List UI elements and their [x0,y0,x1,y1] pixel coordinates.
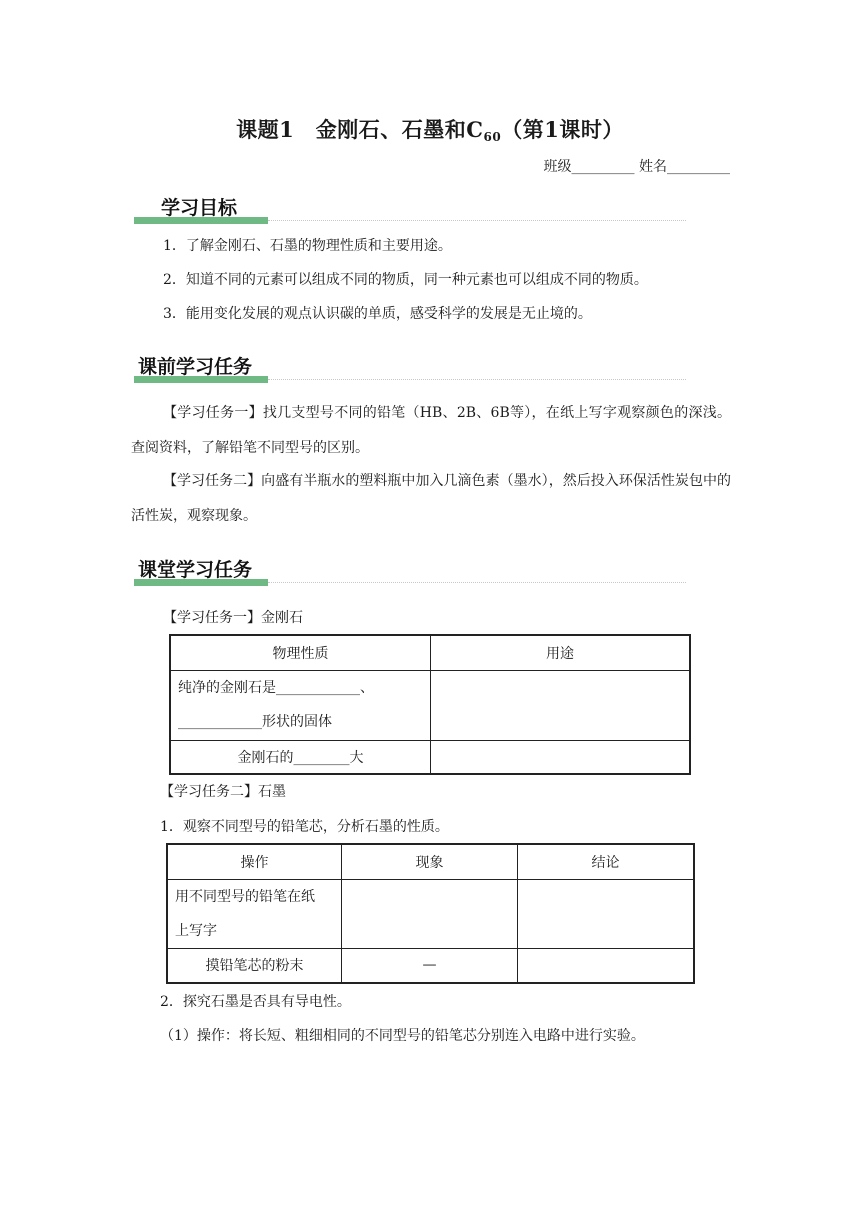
section-heading-inclass [134,558,686,588]
table-cell-empty [342,879,518,948]
table-cell [170,670,431,740]
objective-item: 2．知道不同的元素可以组成不同的物质，同一种元素也可以组成不同的物质。 [163,272,648,288]
table-cell: 金刚石的________大 [170,740,431,774]
objective-item: 3．能用变化发展的观点认识碳的单质，感受科学的发展是无止境的。 [163,306,592,322]
inclass-task-1-label: 【学习任务一】金刚石 [163,610,303,626]
table-cell-empty [431,740,691,774]
preclass-task-1: 【学习任务一】找几支型号不同的铅笔（HB、2B、6B等），在纸上写字观察颜色的深浅。查阅资料，了解铅笔不同型号的区别。 [131,405,731,456]
title-subscript: 60 [483,130,502,144]
section-heading-label: 课前学习任务 [138,356,253,378]
table-cell [167,879,342,948]
table-header-cell: 操作 [167,844,342,879]
objective-item: 1．了解金刚石、石墨的物理性质和主要用途。 [163,238,452,254]
table-header-cell: 物理性质 [170,635,431,670]
graphite-properties-table [166,843,695,984]
title-main: 课题1 金刚石、石墨和C [236,117,484,142]
page-title [0,114,860,144]
graphite-step-1: 1．观察不同型号的铅笔芯，分析石墨的性质。 [160,819,449,835]
section-heading-label: 课堂学习任务 [138,559,253,581]
cell-line: 用不同型号的铅笔在纸 [175,888,315,905]
inclass-task-2-label: 【学习任务二】石墨 [160,784,286,800]
table-header-cell: 现象 [342,844,518,879]
table-cell-empty [518,948,695,983]
table-cell-empty [431,670,691,740]
section-heading-label: 学习目标 [161,197,238,219]
cell-line: 上写字 [175,922,217,939]
cell-line: ____________形状的固体 [178,714,332,730]
table-cell: 摸铅笔芯的粉末 [167,948,342,983]
section-heading-preclass [134,355,686,385]
section-heading-objectives [134,196,686,226]
table-header-cell: 用途 [431,635,691,670]
preclass-task-2: 【学习任务二】向盛有半瓶水的塑料瓶中加入几滴色素（墨水），然后投入环保活性炭包中的活性炭，观察现象。 [131,473,731,524]
section-divider [268,220,686,221]
table-header-cell: 结论 [518,844,695,879]
section-divider [268,582,686,583]
graphite-step-2-operation: （1）操作：将长短、粗细相同的不同型号的铅笔芯分别连入电路中进行实验。 [160,1028,645,1044]
class-name-line: 班级_________ 姓名_________ [543,159,730,175]
title-tail: （第1课时） [501,117,624,142]
diamond-properties-table [169,634,691,775]
graphite-step-2: 2．探究石墨是否具有导电性。 [160,994,351,1010]
table-cell: — [342,948,518,983]
cell-line: 纯净的金刚石是____________、 [178,680,374,696]
table-cell-empty [518,879,695,948]
section-divider [268,379,686,380]
